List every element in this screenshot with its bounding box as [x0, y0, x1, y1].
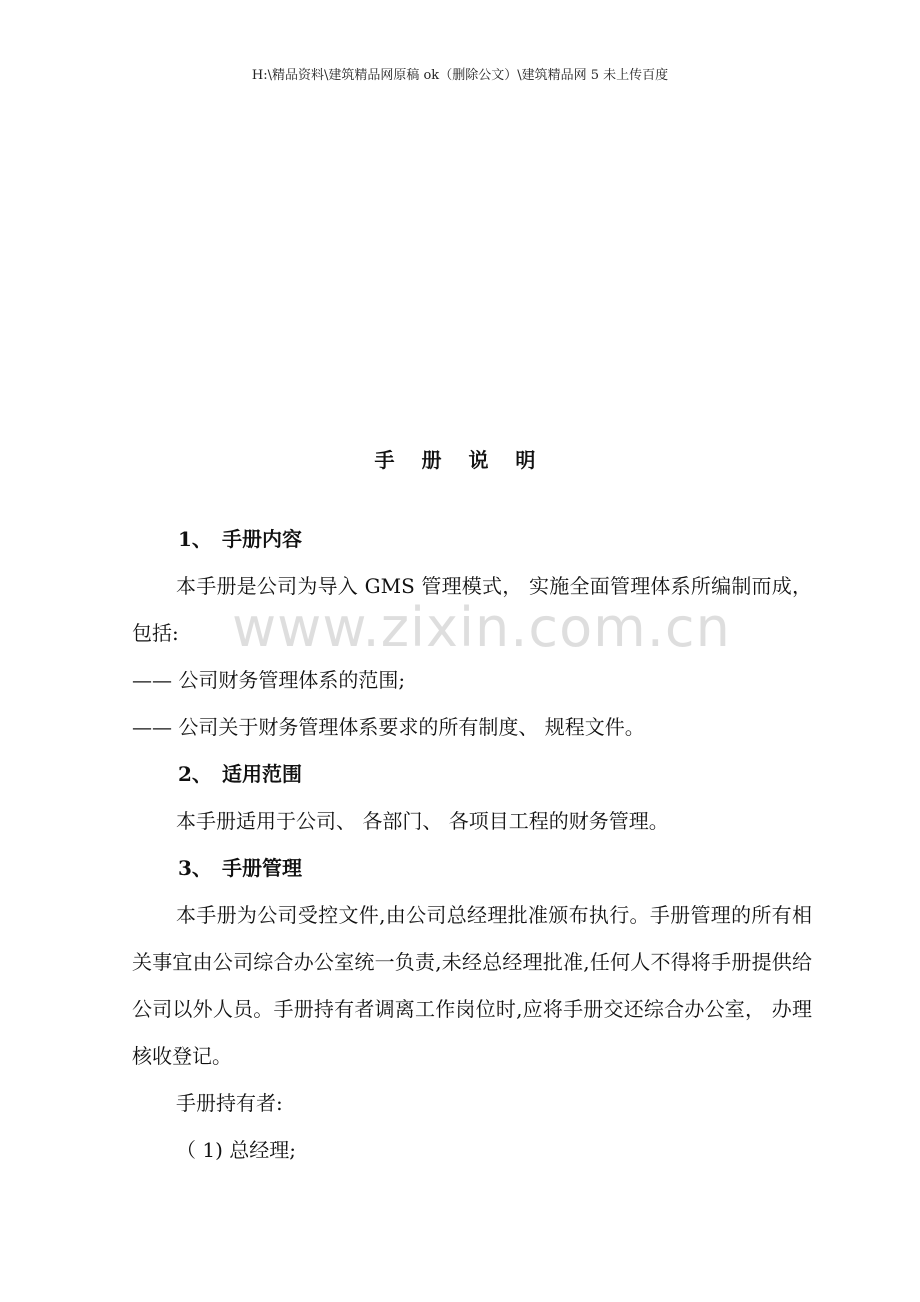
section-title: 适用范围 — [222, 762, 302, 786]
section-2-text: 本手册适用于公司、 各部门、 各项目工程的财务管理。 — [176, 809, 669, 833]
list-item: —— 公司财务管理体系的范围; — [132, 668, 406, 692]
section-1-heading — [132, 516, 812, 563]
page-title: 手 册 说 明 — [374, 448, 546, 472]
section-title: 手册内容 — [222, 527, 302, 551]
section-1-intro: 本手册是公司为导入 GMS 管理模式， 实施全面管理体系所编制而成，包括: — [132, 574, 812, 645]
holders-label: 手册持有者: — [176, 1091, 283, 1115]
document-body — [132, 516, 812, 1174]
section-3-heading — [132, 845, 812, 892]
section-number: 2、 — [178, 762, 212, 786]
holder-item: （ 1) 总经理; — [176, 1138, 296, 1162]
watermark: www.zixin.com.cn — [232, 596, 731, 659]
section-2-heading — [132, 751, 812, 798]
section-number: 3、 — [178, 856, 212, 880]
file-path-header: H:\精品资料\建筑精品网原稿 ok（删除公文）\建筑精品网 5 未上传百度 — [251, 68, 669, 83]
section-title: 手册管理 — [222, 856, 302, 880]
list-item: —— 公司关于财务管理体系要求的所有制度、 规程文件。 — [132, 715, 645, 739]
section-3-text: 本手册为公司受控文件,由公司总经理批准颁布执行。手册管理的所有相关事宜由公司综合办公室统一负责,未经总经理批准,任何人不得将手册提供给公司以外人员。手册持有者调离工作岗位时,应将手册交还综合办公室， 办理核收登记。 — [132, 903, 812, 1068]
section-number: 1、 — [178, 527, 212, 551]
